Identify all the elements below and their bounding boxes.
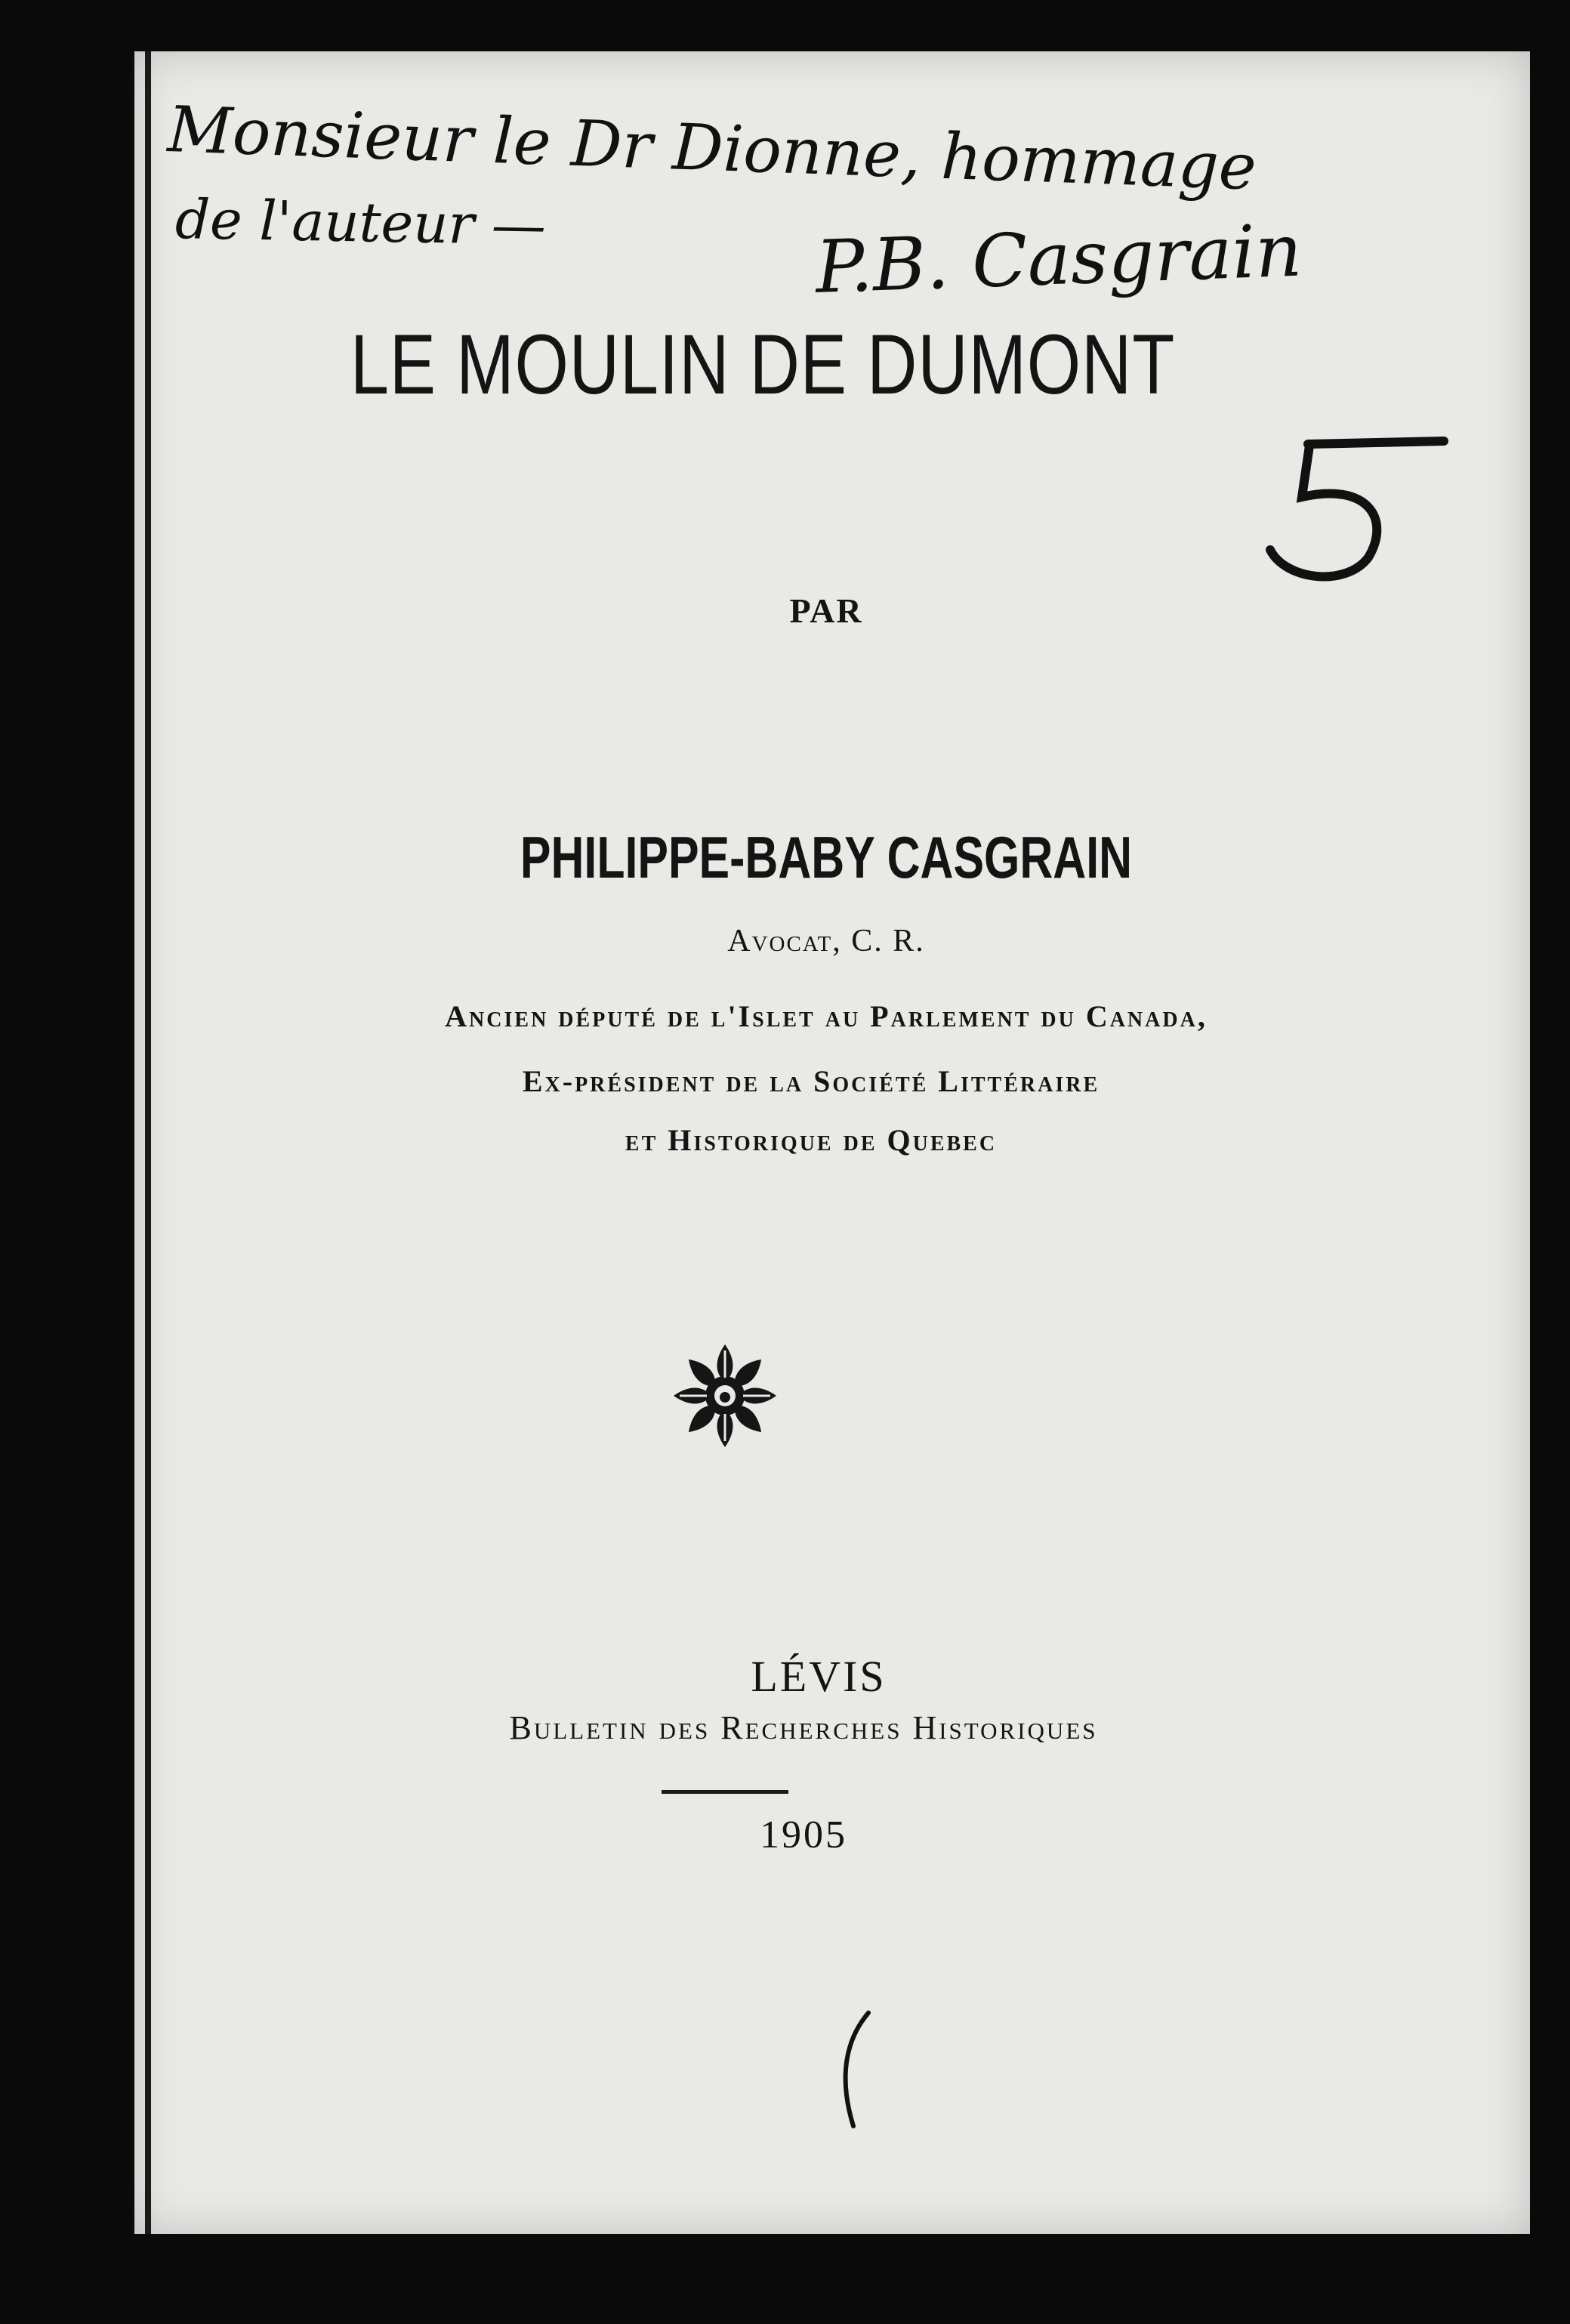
floral-ornament-icon	[671, 1341, 779, 1450]
author-name: PHILIPPE-BABY CASGRAIN	[520, 824, 1133, 890]
author-credential-1: Ancien député de l'Islet au Parlement du Canada,	[445, 999, 1208, 1033]
publication-year: 1905	[760, 1813, 847, 1856]
divider-rule	[662, 1790, 788, 1794]
publication-city: LÉVIS	[751, 1652, 887, 1701]
by-label: PAR	[789, 591, 863, 630]
author-signature: P.B. Casgrain	[814, 208, 1303, 310]
dedication-line-1: Monsieur le Dr Dionne, hommage	[166, 92, 1258, 205]
author-role: Avocat, C. R.	[727, 924, 925, 958]
author-credential-2: Ex-président de la Société Littéraire	[522, 1064, 1100, 1098]
dedication-line-2: de l'auteur —	[174, 187, 547, 258]
publisher-name: Bulletin des Recherches Historiques	[509, 1709, 1098, 1746]
book-title: LE MOULIN DE DUMONT	[350, 317, 1176, 412]
author-credential-3: et Historique de Quebec	[625, 1123, 998, 1157]
